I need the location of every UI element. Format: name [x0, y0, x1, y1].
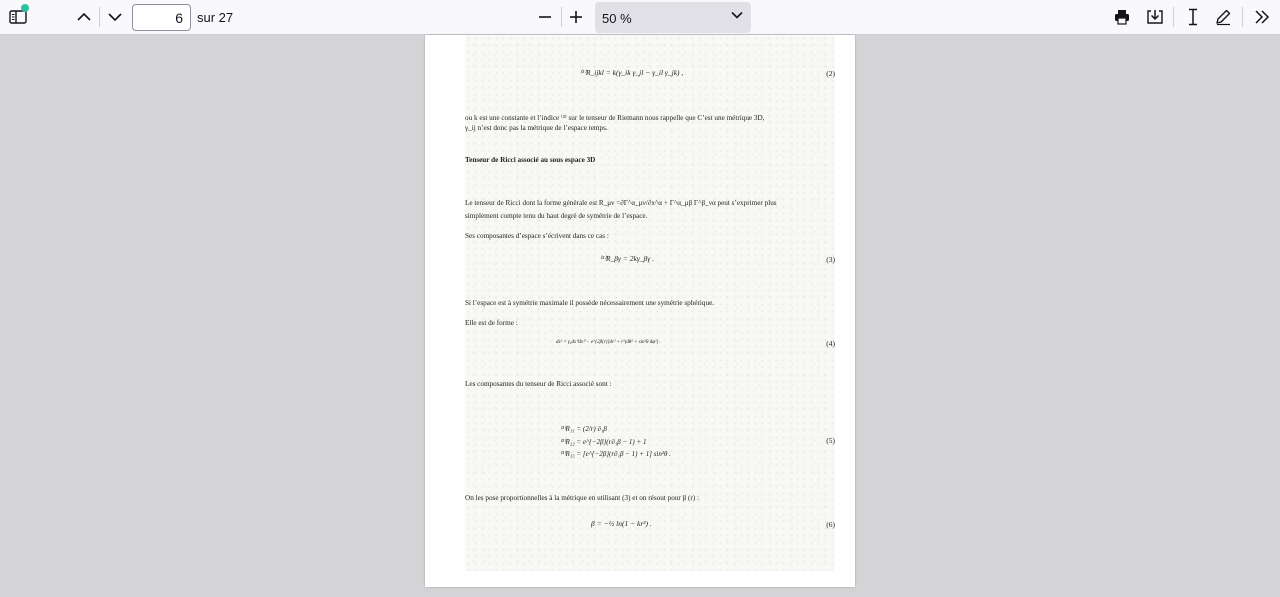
zoom-select[interactable]: [595, 2, 751, 33]
equation-3: ⁽³⁾R_βγ = 2kγ_βγ .: [600, 254, 654, 263]
equation-number: (2): [826, 69, 835, 78]
notification-dot: [21, 4, 29, 12]
paragraph-line: γ_ij n’est donc pas la métrique de l’espace temps.: [465, 124, 608, 132]
zoom-in-button[interactable]: [562, 3, 590, 31]
printer-icon: [1114, 9, 1130, 25]
paragraph: Elle est de forme :: [465, 319, 518, 327]
toolbar-separator: [99, 7, 100, 27]
minus-icon: [538, 10, 552, 24]
equation-2: ⁽³⁾R_ijkl = k(γ_ik γ_jl − γ_il γ_jk) ,: [580, 68, 684, 77]
paragraph: On les pose proportionnelles à la métrique en utilisant (3) et on résout pour β (r) :: [465, 494, 699, 502]
equation-number: (5): [826, 436, 835, 445]
text-tool-button[interactable]: [1179, 3, 1207, 31]
equation-6: β = −½ ln(1 − kr²) .: [591, 519, 652, 528]
paragraph-line: simplement compte tenu du haut degré de symétrie de l’espace.: [465, 212, 648, 220]
paragraph: Les composantes du tenseur de Ricci associé sont :: [465, 380, 612, 388]
download-icon: [1146, 9, 1164, 25]
chevron-down-icon: [731, 11, 743, 19]
next-page-button[interactable]: [101, 3, 129, 31]
paragraph-line: Le tenseur de Ricci dont la forme générale est R_μν =∂Γ^α_μν/∂x^α + Γ^α_μβ Γ^β_να peut s’exprimer plus: [465, 199, 777, 207]
equation-4: ds² = γ₀dx⁰dx⁰ − e^{2β(r)}dr² + r²(dθ² + sin²θ dφ²) .: [556, 340, 661, 345]
zoom-value: 50 %: [602, 11, 632, 26]
equation-number: (6): [826, 520, 835, 529]
paragraph-line: ou k est une constante et l’indice ⁽³⁾ sur le tenseur de Riemann nous rappelle que C’est une métrique 3D,: [465, 114, 765, 122]
plus-icon: [569, 10, 583, 24]
double-chevron-right-icon: [1254, 10, 1270, 24]
previous-page-button[interactable]: [70, 3, 98, 31]
draw-tool-button[interactable]: [1209, 3, 1237, 31]
equation-number: (3): [826, 255, 835, 264]
equation-5-line: ⁽³⁾R₁₁ = (2/r) ∂₁β: [560, 425, 607, 433]
toolbar-separator: [1173, 7, 1174, 27]
chevron-down-icon: [107, 12, 123, 22]
toolbar-separator: [1242, 7, 1243, 27]
sidebar-icon: [9, 10, 27, 24]
equation-5-line: ⁽³⁾R₂₂ = e^{−2β}(r∂₁β − 1) + 1: [560, 438, 647, 446]
chevron-up-icon: [76, 12, 92, 22]
section-heading: Tenseur de Ricci associé au sous espace 3D: [465, 156, 596, 164]
equation-number: (4): [826, 339, 835, 348]
page-number-input[interactable]: [132, 4, 191, 31]
zoom-out-button[interactable]: [531, 3, 559, 31]
more-tools-button[interactable]: [1248, 3, 1276, 31]
pdf-toolbar: [0, 0, 1280, 35]
pdf-page: [425, 35, 855, 587]
paragraph: Si l’espace est à symétrie maximale il possède nécessairement une symétrie sphérique.: [465, 299, 715, 307]
pencil-icon: [1214, 8, 1232, 26]
text-cursor-icon: [1187, 8, 1199, 26]
print-button[interactable]: [1108, 3, 1136, 31]
equation-5-line: ⁽³⁾R₃₃ = [e^{−2β}(r∂₁β − 1) + 1] sin²θ .: [560, 450, 671, 458]
page-content: [465, 35, 835, 571]
save-button[interactable]: [1141, 3, 1169, 31]
page-total-label: sur 27: [197, 10, 234, 25]
paragraph: Ses composantes d’espace s’écrivent dans ce cas :: [465, 232, 609, 240]
